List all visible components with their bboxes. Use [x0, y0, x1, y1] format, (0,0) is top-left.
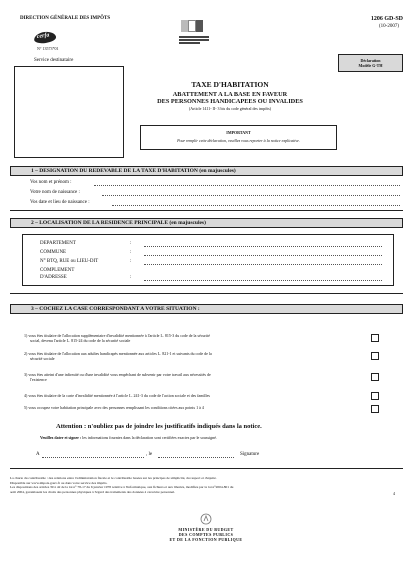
sign-place-field[interactable] [42, 457, 144, 458]
field-birth-name[interactable]: Votre nom de naissance : [30, 190, 400, 196]
option-2: 2) vous êtes titulaire de l'allocation aux adultes handicapés mentionnée aux articles L. 821-1 et suivants du code de la sécurité sociale [24, 351, 212, 361]
field-commune-label: COMMUNE [40, 250, 67, 255]
direction-label: DIRECTION GÉNÉRALE DES IMPÔTS [20, 16, 111, 21]
declaration-box: Déclaration Modèle G-TH [338, 54, 403, 72]
service-label: Service destinataire [34, 58, 74, 63]
republique-logo [181, 20, 203, 32]
signature-label: Signature [240, 452, 260, 457]
field-department-label: DEPARTEMENT [40, 241, 76, 246]
page-number: 4 [393, 491, 395, 496]
section3-header: 3 – COCHEZ LA CASE CORRESPONDANT A VOTRE SITUATION : [10, 304, 403, 314]
option-4-checkbox[interactable] [371, 392, 379, 400]
form-subtitle-1: ABATTEMENT A LA BASE EN FAVEUR [172, 91, 288, 98]
field-name[interactable]: Vos nom et prénom : [30, 180, 400, 186]
field-birth-date-place[interactable]: Vos date et lieu de naissance : [30, 200, 400, 206]
form-date: (10-2007) [379, 24, 399, 29]
section3-divider [10, 468, 403, 469]
section1-header: 1 – DESIGNATION DU REDEVABLE DE LA TAXE D'HABITATION (en majuscules) [10, 166, 403, 176]
ministry-emblem-icon [200, 512, 212, 524]
footer-notice: La charte du contribuable : des relations entre l'administration fiscale et le contribuable basées sur les principes de simplicité, du respect et d'équité. Disponible sur www.impots.gouv.fr ou dans votre service des impôts. Les dispositions des articles 39 à 42 de la loi n° 78-17 du 6 janvier 1978 relative à l'informatique, aux fichiers et aux libertés, modifiée par la loi n°2004-801 du août 2004, garantissent les droits des personnes physiques à l'égard des traitements des données à caractère personnel. [10, 476, 234, 494]
field-complement-label-2: D'ADRESSE [40, 275, 67, 280]
date-sign-instruction: Veuillez dater et signer : les informations fournies dans la déclaration sont certifiées exactes par le soussigné. [40, 435, 217, 440]
field-street[interactable] [144, 264, 382, 265]
field-complement-label: COMPLEMENT [40, 268, 75, 273]
option-5-checkbox[interactable] [371, 405, 379, 413]
attention-note: Attention : n'oubliez pas de joindre les justificatifs indiqués dans la notice. [56, 423, 262, 430]
sign-date-label: , le [146, 452, 153, 457]
form-subtitle-2: DES PERSONNES HANDICAPEES OU INVALIDES [157, 98, 303, 105]
field-commune[interactable] [144, 255, 382, 256]
sign-place-label: A [36, 452, 40, 457]
field-department[interactable] [144, 246, 382, 247]
form-code: 1206 GD-SD [370, 16, 403, 22]
section2-header: 2 – LOCALISATION DE LA RESIDENCE PRINCIPALE (en majuscules) [10, 218, 403, 228]
option-1-checkbox[interactable] [371, 334, 379, 342]
option-1: 1) vous êtes titulaire de l'allocation supplémentaire d'invalidité mentionnée à l'article L. 815-3 du code de la sécurité social, devenu l'article L. 815-24 du code de la sécurité sociale [24, 333, 210, 343]
form-title: TAXE D'HABITATION [191, 80, 269, 89]
option-3-checkbox[interactable] [371, 373, 379, 381]
ministry-label: MINISTÈRE DU BUDGET DES COMPTES PUBLICS ET DE LA FONCTION PUBLIQUE [169, 527, 243, 542]
field-street-label: N° BTQ, RUE ou LIEU-DIT [40, 259, 99, 264]
option-2-checkbox[interactable] [371, 352, 379, 360]
service-box[interactable] [14, 66, 124, 158]
option-5: 5) vous occupez votre habitation principale avec des personnes remplissant les conditions citées aux points 1 à 4 [24, 405, 204, 410]
option-3: 3) vous êtes atteint d'une infirmité ou d'une invalidité vous empêchant de subvenir par votre travail aux nécessités de l'existence [24, 372, 211, 382]
cerfa-logo: cerfa [33, 31, 56, 45]
cerfa-number: N° 13573*01 [37, 46, 59, 51]
republique-text [179, 36, 209, 46]
section2-divider [10, 293, 403, 294]
important-box: IMPORTANT Pour remplir cette déclaration, veuillez vous reporter à la notice explicative. [140, 125, 337, 150]
section1-divider [10, 210, 403, 211]
sign-date-field[interactable] [158, 457, 234, 458]
option-4: 4) vous êtes titulaire de la carte d'invalidité mentionnée à l'article L. 241-3 du code de l'action sociale et des familles [24, 393, 210, 398]
article-reference: (Article 1411- II- 3 bis du code général des impôts) [188, 106, 272, 111]
field-complement[interactable] [144, 280, 382, 281]
